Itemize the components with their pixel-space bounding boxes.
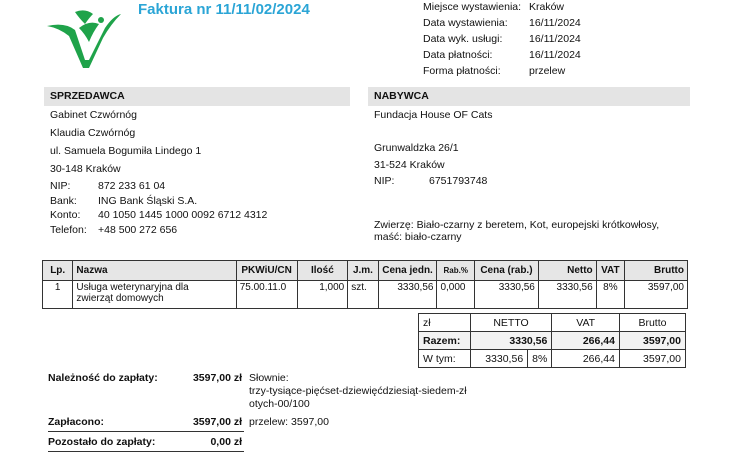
seller-nip-label: NIP: [50, 180, 71, 192]
cell-name-line-1: Usługa weterynaryjna dla [76, 282, 189, 293]
summary-incl-row [419, 350, 686, 368]
paid-method: przelew: 3597,00 [249, 416, 329, 428]
cell-price-discounted: 3330,56 [474, 281, 538, 309]
meta-value: 16/11/2024 [529, 49, 581, 61]
buyer-street: Grunwaldzka 26/1 [374, 142, 459, 154]
seller-bank: ING Bank Śląski S.A. [98, 195, 198, 207]
col-price-discounted: Cena (rab.) [474, 261, 538, 281]
invoice-title: Faktura nr 11/11/02/2024 [138, 1, 310, 18]
seller-name-1: Gabinet Czwórnóg [50, 109, 137, 121]
buyer-city: 31-524 Kraków [374, 159, 445, 171]
divider [48, 431, 244, 432]
col-vat: VAT [596, 261, 624, 281]
cell-unit: szt. [348, 281, 378, 309]
seller-street: ul. Samuela Bogumiła Lindego 1 [50, 145, 202, 157]
cell-vat: 8% [596, 281, 624, 309]
summary-total-brutto: 3597,00 [619, 332, 685, 350]
summary-header-brutto: Brutto [619, 314, 685, 332]
cell-name [73, 281, 236, 309]
company-logo [45, 8, 123, 70]
meta-value: przelew [529, 65, 566, 77]
cell-netto: 3330,56 [538, 281, 596, 309]
summary-incl-vat: 266,44 [552, 350, 620, 368]
cell-discount: 0,000 [437, 281, 475, 309]
meta-label: Data płatności: [423, 49, 493, 61]
col-pkwiu: PKWiU/CN [236, 261, 297, 281]
remaining-value: 0,00 zł [210, 436, 242, 448]
amount-words-line-2: otych-00/100 [249, 398, 310, 410]
table-row [43, 281, 688, 309]
col-price: Cena jedn. [378, 261, 437, 281]
seller-header: SPRZEDAWCA [44, 87, 350, 106]
summary-total-vat: 266,44 [552, 332, 620, 350]
buyer-header: NABYWCA [368, 87, 690, 106]
cell-price: 3330,56 [378, 281, 437, 309]
cell-name-line-2: zwierząt domowych [76, 293, 164, 304]
buyer-animal-1: Zwierzę: Biało-czarny z beretem, Kot, europejski krótkowłosy, [374, 219, 660, 231]
cell-lp: 1 [43, 281, 73, 309]
items-table [42, 260, 688, 309]
items-table-header [43, 261, 688, 281]
amount-words-label: Słownie: [249, 372, 289, 384]
paid-label: Zapłacono: [48, 416, 105, 428]
seller-phone: +48 500 272 656 [98, 224, 178, 236]
paid-value: 3597,00 zł [192, 416, 242, 428]
col-netto: Netto [538, 261, 596, 281]
summary-incl-netto: 3330,56 [470, 350, 527, 368]
meta-label: Data wyk. usługi: [423, 33, 503, 45]
meta-value: 16/11/2024 [529, 17, 581, 29]
summary-incl-label: W tym: [419, 350, 471, 368]
meta-label: Miejsce wystawienia: [423, 1, 522, 13]
col-brutto: Brutto [625, 261, 688, 281]
meta-value: Kraków [529, 1, 565, 13]
col-unit: J.m. [348, 261, 378, 281]
summary-header-netto: NETTO [470, 314, 552, 332]
cell-qty: 1,000 [297, 281, 348, 309]
buyer-animal-2: maść: biało-czarny [374, 231, 462, 243]
amount-words-line-1: trzy-tysiące-pięćset-dziewięćdziesiąt-siedem-zł [249, 385, 467, 397]
seller-phone-label: Telefon: [50, 224, 87, 236]
meta-label: Data wystawienia: [423, 17, 508, 29]
cell-pkwiu: 75.00.11.0 [236, 281, 297, 309]
col-discount: Rab.% [437, 261, 475, 281]
summary-total-row [419, 332, 686, 350]
seller-city: 30-148 Kraków [50, 163, 121, 175]
summary-currency: zł [419, 314, 471, 332]
summary-total-label: Razem: [419, 332, 471, 350]
summary-header-vat: VAT [552, 314, 620, 332]
summary-total-netto: 3330,56 [470, 332, 552, 350]
col-qty: Ilość [297, 261, 348, 281]
meta-label: Forma płatności: [423, 65, 501, 77]
summary-incl-brutto: 3597,00 [619, 350, 685, 368]
amount-due-label: Należność do zapłaty: [48, 372, 158, 384]
meta-value: 16/11/2024 [529, 33, 581, 45]
col-name: Nazwa [73, 261, 236, 281]
vat-summary-table [418, 313, 686, 368]
seller-nip: 872 233 61 04 [98, 180, 166, 192]
divider [48, 451, 244, 452]
seller-account-label: Konto: [50, 209, 81, 221]
seller-name-2: Klaudia Czwórnóg [50, 127, 136, 139]
buyer-nip-label: NIP: [374, 175, 395, 187]
buyer-name: Fundacja House OF Cats [374, 109, 493, 121]
col-lp: Lp. [43, 261, 73, 281]
cell-brutto: 3597,00 [625, 281, 688, 309]
summary-header-row [419, 314, 686, 332]
seller-account: 40 1050 1445 1000 0092 6712 4312 [98, 209, 268, 221]
summary-incl-rate: 8% [528, 350, 552, 368]
seller-bank-label: Bank: [50, 195, 77, 207]
remaining-label: Pozostało do zapłaty: [48, 436, 156, 448]
buyer-nip: 6751793748 [429, 175, 488, 187]
amount-due-value: 3597,00 zł [192, 372, 242, 384]
